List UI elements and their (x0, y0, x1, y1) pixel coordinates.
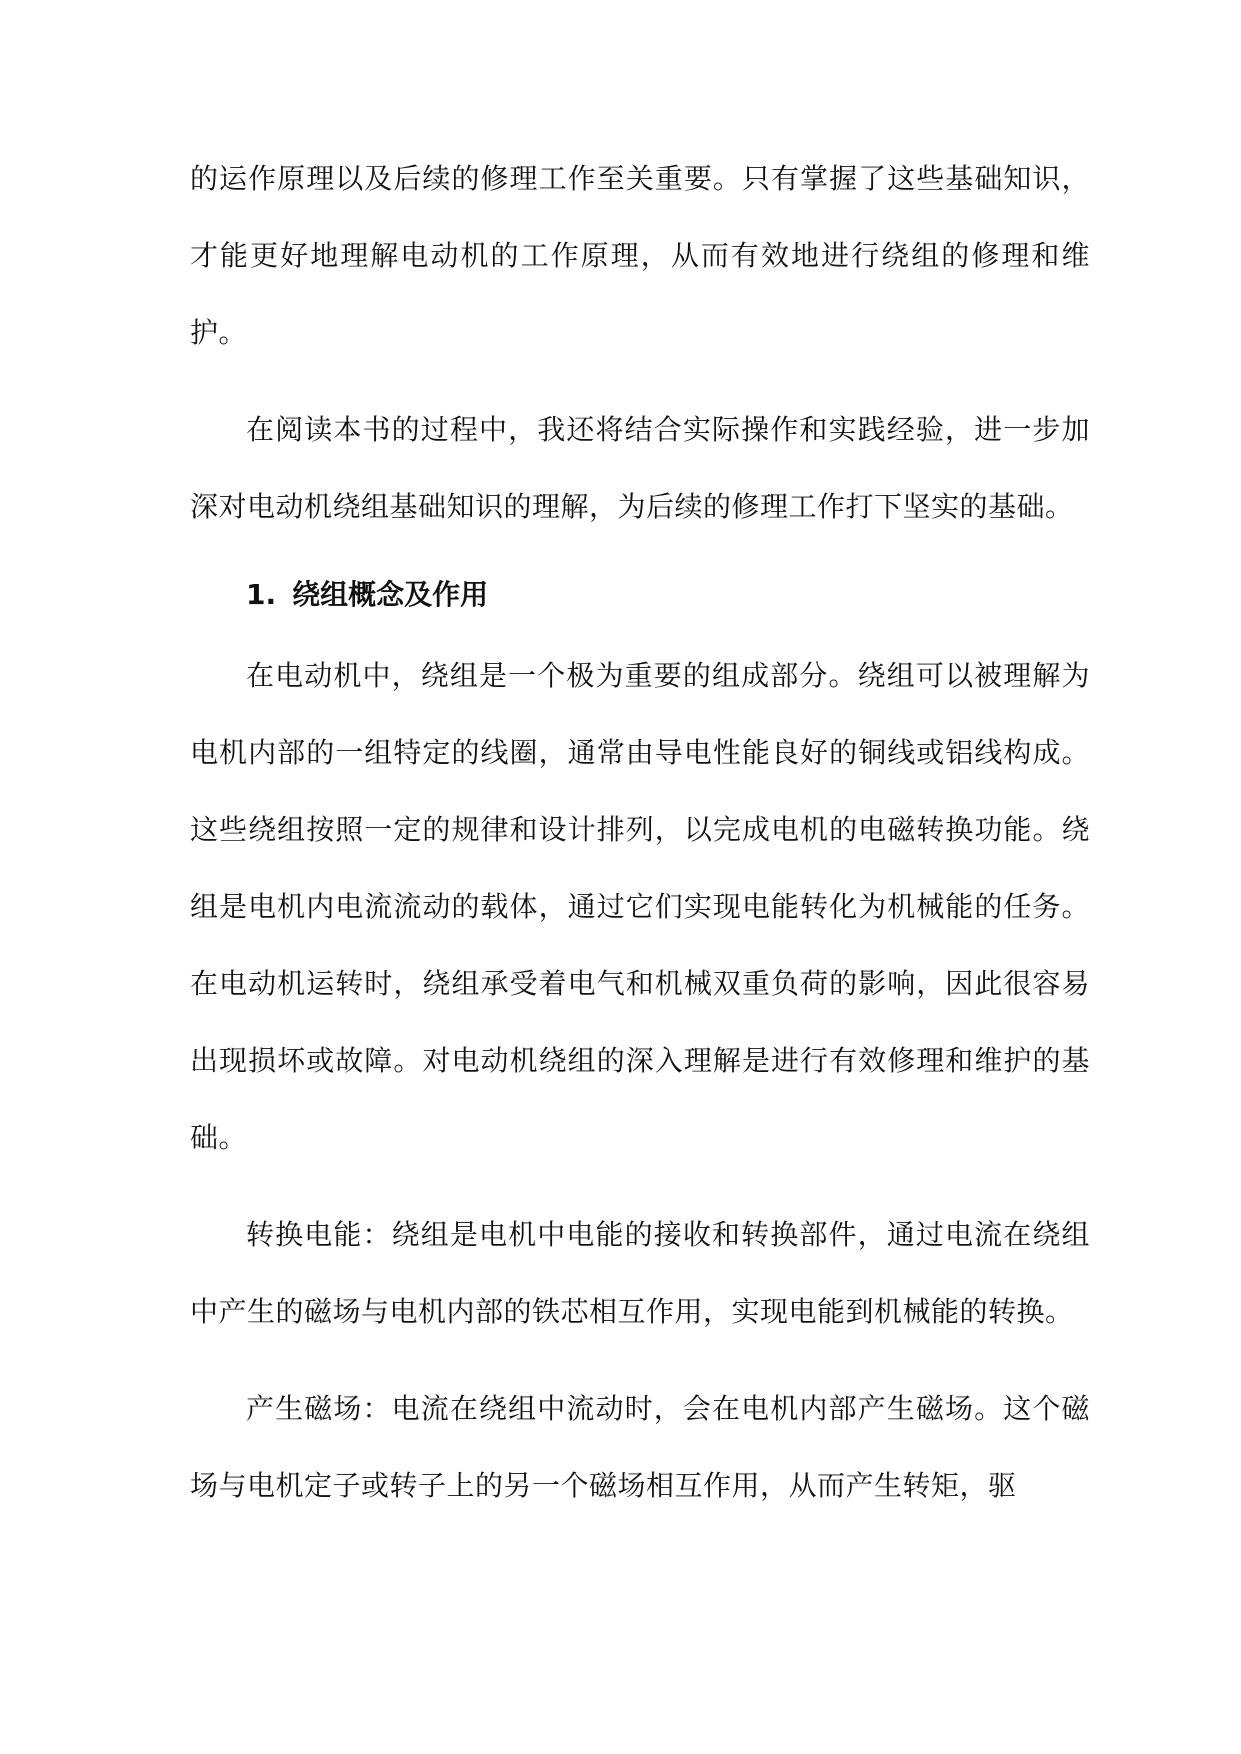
paragraph: 产生磁场：电流在绕组中流动时，会在电机内部产生磁场。这个磁场与电机定子或转子上的另一个磁场相互作用，从而产生转矩，驱 (190, 1392, 1090, 1502)
section-heading (190, 575, 1090, 615)
page-body (190, 140, 1090, 1544)
section-number: 1. (246, 578, 277, 611)
paragraph-continued: 的运作原理以及后续的修理工作至关重要。只有掌握了这些基础知识，才能更好地理解电动机的工作原理，从而有效地进行绕组的修理和维护。 (190, 162, 1090, 349)
paragraph: 转换电能：绕组是电机中电能的接收和转换部件，通过电流在绕组中产生的磁场与电机内部的铁芯相互作用，实现电能到机械能的转换。 (190, 1218, 1090, 1328)
paragraph: 在电动机中，绕组是一个极为重要的组成部分。绕组可以被理解为电机内部的一组特定的线圈，通常由导电性能良好的铜线或铝线构成。这些绕组按照一定的规律和设计排列，以完成电机的电磁转换功能。绕组是电机内电流流动的载体，通过它们实现电能转化为机械能的任务。在电动机运转时，绕组承受着电气和机械双重负荷的影响，因此很容易出现损坏或故障。对电动机绕组的深入理解是进行有效修理和维护的基础。 (190, 659, 1090, 1154)
paragraph: 在阅读本书的过程中，我还将结合实际操作和实践经验，进一步加深对电动机绕组基础知识的理解，为后续的修理工作打下坚实的基础。 (190, 413, 1090, 523)
section-title: 绕组概念及作用 (292, 578, 489, 611)
